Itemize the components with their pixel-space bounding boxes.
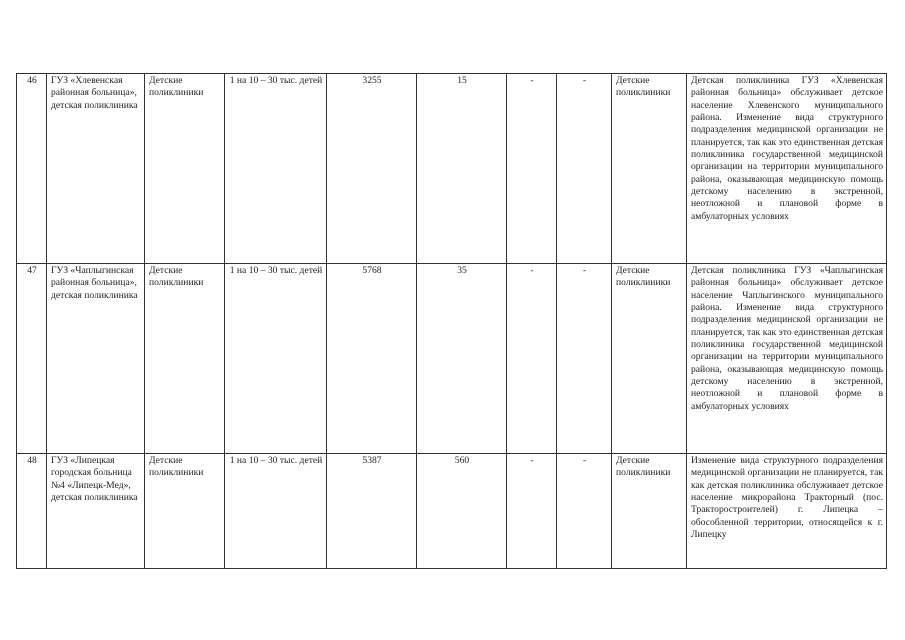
unit-type: Детские поликлиники [145,74,225,264]
row-number: 47 [17,264,47,454]
justification: Детская поликлиника ГУЗ «Чаплыгинская районная больница» обслуживает детское население Чаплыгинского муниципального района. Изменение вида структурного подразделения медицинской организации не планируется, так как это единственная детская поликлиника государственной медицинской организации на территории муниципального района, оказывающая медицинскую помощь детскому населению в экстренной, неотложной и плановой форме в амбулаторных условиях [687,264,887,454]
norm: 1 на 10 – 30 тыс. детей [225,74,327,264]
medical-organizations-table [16,73,887,569]
table-row [17,264,887,454]
empty-value: - [557,454,612,569]
organization-name: ГУЗ «Чаплыгинская районная больница», детская поликлиника [47,264,145,454]
empty-value: - [507,454,557,569]
norm: 1 на 10 – 30 тыс. детей [225,454,327,569]
empty-value: - [507,74,557,264]
table-row [17,454,887,569]
empty-value: - [557,264,612,454]
population: 3255 [327,74,417,264]
distance: 560 [417,454,507,569]
empty-value: - [557,74,612,264]
empty-value: - [507,264,557,454]
population: 5387 [327,454,417,569]
unit-type: Детские поликлиники [145,264,225,454]
organization-name: ГУЗ «Липецкая городская больница №4 «Липецк-Мед», детская поликлиника [47,454,145,569]
new-unit-type: Детские поликлиники [612,264,687,454]
norm: 1 на 10 – 30 тыс. детей [225,264,327,454]
distance: 35 [417,264,507,454]
justification: Детская поликлиника ГУЗ «Хлевенская районная больница» обслуживает детское население Хлевенского муниципального района. Изменение вида структурного подразделения медицинской организации не планируется, так как это единственная детская поликлиника государственной медицинской организации на территории муниципального района, оказывающая медицинскую помощь детскому населению в экстренной, неотложной и плановой форме в амбулаторных условиях [687,74,887,264]
organization-name: ГУЗ «Хлевенская районная больница», детская поликлиника [47,74,145,264]
row-number: 46 [17,74,47,264]
population: 5768 [327,264,417,454]
new-unit-type: Детские поликлиники [612,454,687,569]
new-unit-type: Детские поликлиники [612,74,687,264]
justification: Изменение вида структурного подразделения медицинской организации не планируется, так как детская поликлиника обслуживает детское население микрорайона Тракторный (пос. Тракторостроителей) г. Липецка – обособленной территории, относящейся к г. Липецку [687,454,887,569]
unit-type: Детские поликлиники [145,454,225,569]
row-number: 48 [17,454,47,569]
distance: 15 [417,74,507,264]
table-row [17,74,887,264]
